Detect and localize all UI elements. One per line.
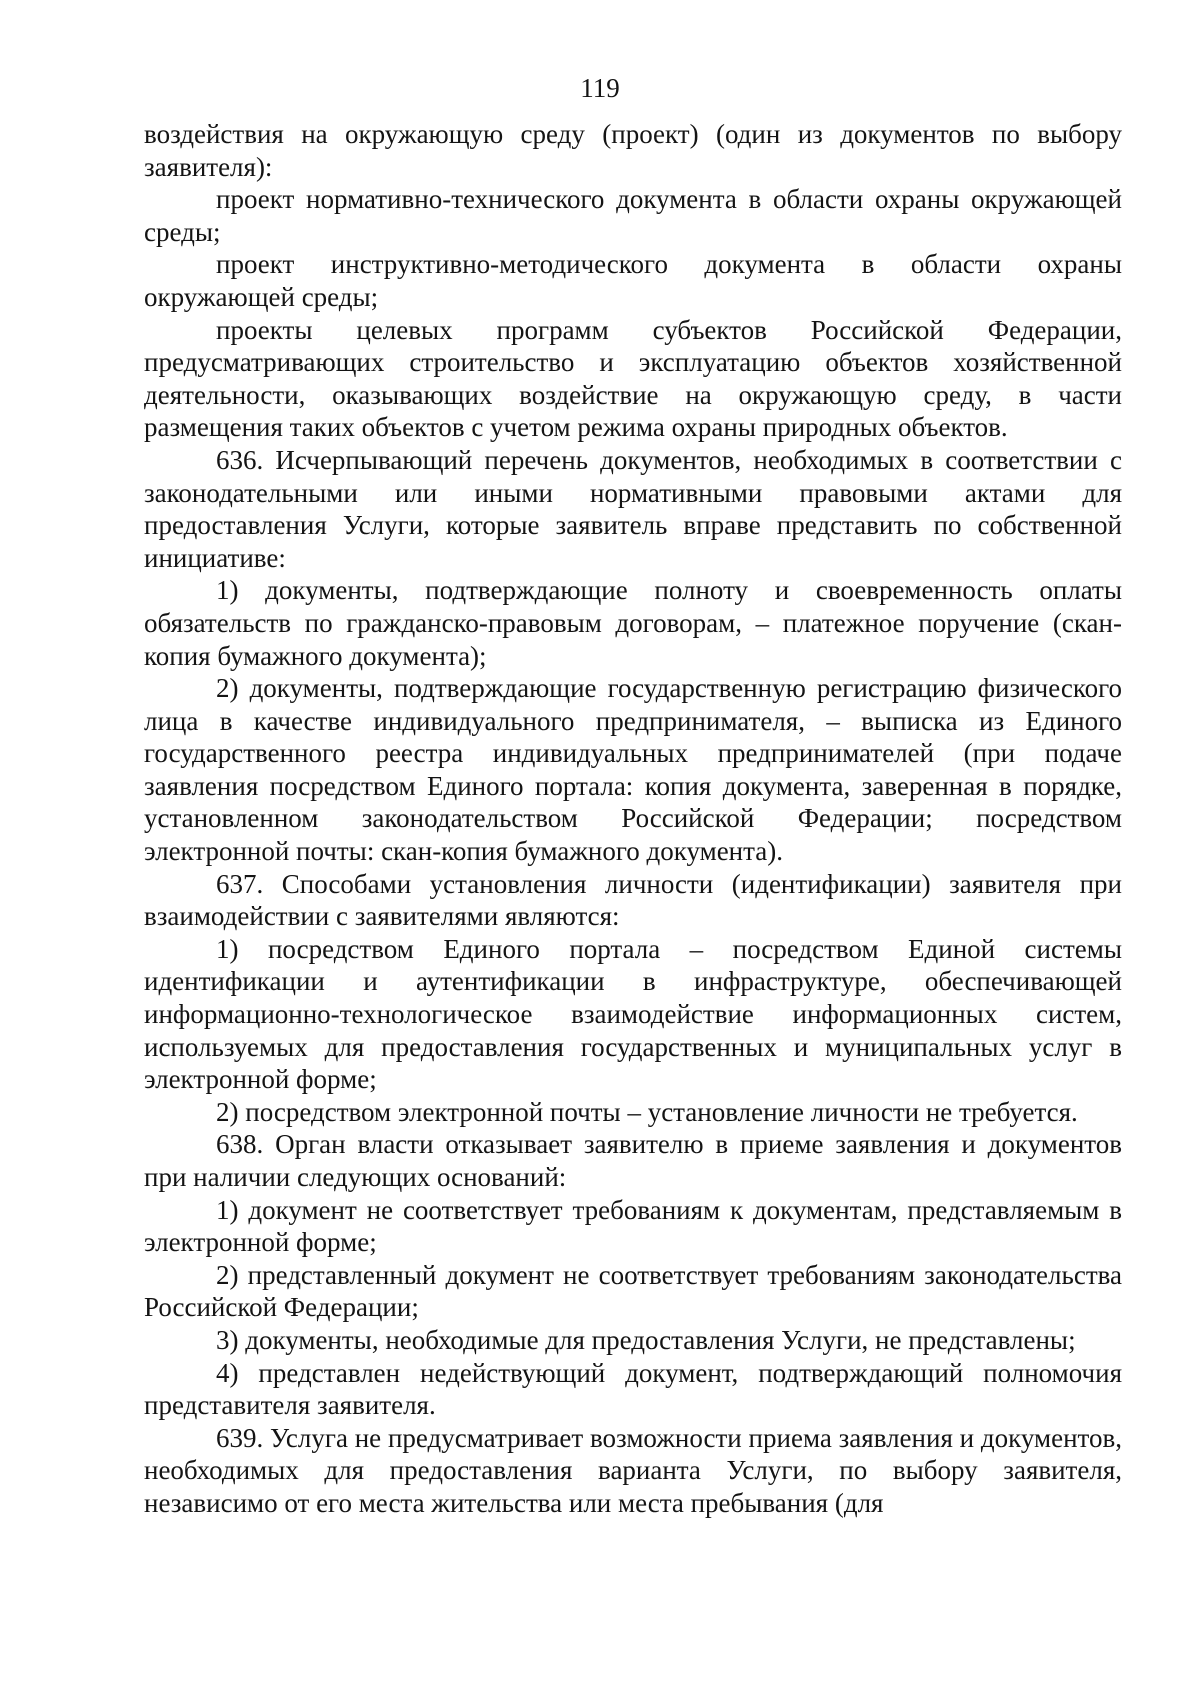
- list-item: 2) представленный документ не соответствует требованиям законодательства Российской Федерации;: [144, 1259, 1122, 1323]
- list-item: 4) представлен недействующий документ, подтверждающий полномочия представителя заявителя.: [144, 1357, 1122, 1421]
- list-item: 1) документ не соответствует требованиям к документам, представляемым в электронной форме;: [144, 1194, 1122, 1258]
- list-item: проект инструктивно-методического документа в области охраны окружающей среды;: [144, 249, 1122, 312]
- list-item: 3) документы, необходимые для предоставления Услуги, не представлены;: [216, 1324, 1076, 1355]
- clause-637: 637. Способами установления личности (идентификации) заявителя при взаимодействии с заявителями являются:: [144, 868, 1122, 932]
- clause-638: 638. Орган власти отказывает заявителю в приеме заявления и документов при наличии следующих оснований:: [144, 1129, 1122, 1192]
- document-body: [144, 118, 1122, 1520]
- list-item: проект нормативно-технического документа в области охраны окружающей среды;: [144, 184, 1122, 247]
- list-item: 2) документы, подтверждающие государственную регистрацию физического лица в качестве индивидуального предпринимателя, – выписка из Единого государственного реестра индивидуальных предпринимателей (при подаче заявления посредством Единого портала: копия документа, заверенная в порядке, установленном законодательством Российской Федерации; посредством электронной почты: скан-копия бумажного документа).: [144, 673, 1122, 867]
- clause-639: 639. Услуга не предусматривает возможности приема заявления и документов, необходимых для предоставления варианта Услуги, по выбору заявителя, независимо от его места жительства или места пребывания (для: [144, 1422, 1122, 1518]
- list-item: проекты целевых программ субъектов Российской Федерации, предусматривающих строительство и эксплуатацию объектов хозяйственной деятельности, оказывающих воздействие на окружающую среду, в части размещения таких объектов с учетом режима охраны природных объектов.: [144, 314, 1122, 443]
- list-item: 1) документы, подтверждающие полноту и своевременность оплаты обязательств по гражданско-правовым договорам, – платежное поручение (скан-копия бумажного документа);: [144, 575, 1122, 671]
- page-number: 119: [580, 73, 620, 103]
- list-item: 1) посредством Единого портала – посредством Единой системы идентификации и аутентификации в инфраструктуре, обеспечивающей информационно-технологическое взаимодействие информационных систем, используемых для предоставления государственных и муниципальных услуг в электронной форме;: [144, 933, 1122, 1095]
- clause-636: 636. Исчерпывающий перечень документов, необходимых в соответствии с законодательными или иными нормативными правовыми актами для предоставления Услуги, которые заявитель вправе представить по собственной инициативе:: [144, 444, 1122, 573]
- paragraph-continuation: воздействия на окружающую среду (проект) (один из документов по выбору заявителя):: [144, 119, 1122, 182]
- list-item: 2) посредством электронной почты – установление личности не требуется.: [216, 1096, 1078, 1127]
